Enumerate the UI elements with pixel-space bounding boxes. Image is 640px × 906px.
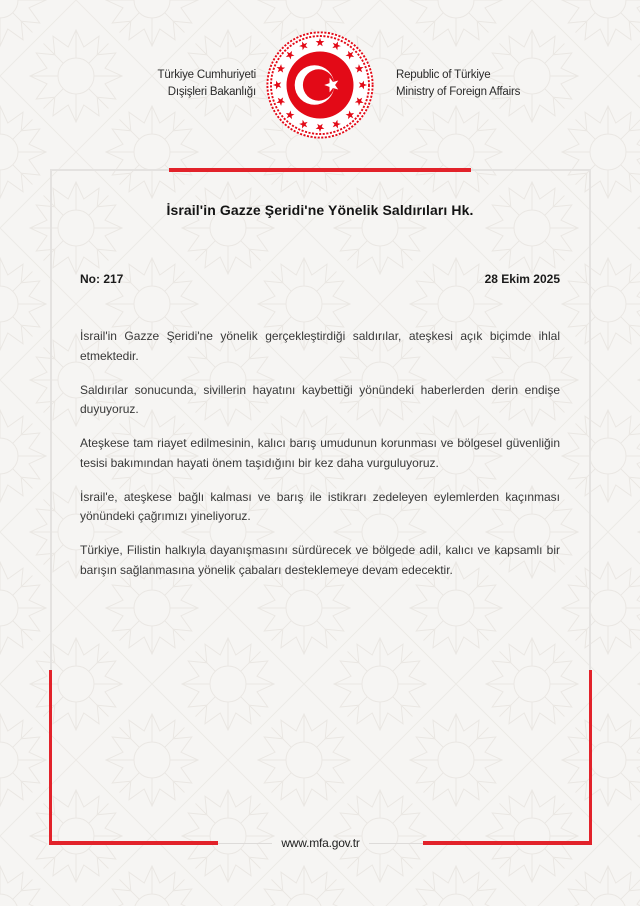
frame-right-red-accent: [589, 670, 592, 844]
frame-bottom-border: [49, 836, 592, 850]
frame-bottom-red-right: [423, 841, 592, 845]
press-release-paragraph: Türkiye, Filistin halkıyla dayanışmasını sürdürecek ve bölgede adil, kalıcı ve kapsamlı bir barışın sağlanmasına yönelik çabaları desteklemeye devam edecektir.: [80, 543, 560, 577]
header-english-line2: Ministry of Foreign Affairs: [396, 86, 521, 98]
press-release-paragraph: Ateşkese tam riayet edilmesinin, kalıcı barış umudunun korunması ve bölgesel güvenliğin tesisi bakımından hayati önem taşıdığını bir kez daha vurguluyoruz.: [80, 436, 560, 470]
press-release-paragraph: Saldırılar sonucunda, sivillerin hayatını kaybettiği yönündeki haberlerden derin endişe duyuyoruz.: [80, 382, 560, 416]
frame-left-border: [50, 169, 52, 671]
frame-bottom-gray-left: [218, 843, 272, 844]
press-release-paragraph: İsrail'in Gazze Şeridi'ne yönelik gerçekleştirdiği saldırılar, ateşkesi açık biçimde ihlal etmektedir.: [80, 329, 560, 363]
header-turkish-line1: Türkiye Cumhuriyeti: [157, 69, 256, 81]
mfa-emblem-icon: [265, 30, 375, 140]
release-number: No: 217: [80, 272, 124, 286]
press-release-title: İsrail'in Gazze Şeridi'ne Yönelik Saldırıları Hk.: [166, 202, 474, 218]
header-english-line1: Republic of Türkiye: [396, 69, 491, 81]
release-date: 28 Ekim 2025: [484, 272, 560, 286]
frame-right-border: [589, 169, 591, 671]
header-title-turkish: [158, 67, 256, 101]
press-release-paragraph: İsrail'e, ateşkese bağlı kalması ve barış ile istikrarı zedeleyen eylemlerden kaçınması yönündeki çağrımızı yineliyoruz.: [80, 489, 560, 523]
frame-bottom-red-left: [49, 841, 218, 845]
header-title-english: [396, 67, 520, 101]
frame-top-red-accent: [169, 168, 471, 172]
header-turkish-line2: Dışişleri Bakanlığı: [167, 86, 256, 98]
frame-bottom-gray-right: [369, 843, 423, 844]
press-release-meta: [80, 272, 560, 286]
website-link[interactable]: www.mfa.gov.tr: [281, 836, 360, 850]
frame-left-red-accent: [49, 670, 52, 844]
press-release-body: [80, 327, 560, 595]
